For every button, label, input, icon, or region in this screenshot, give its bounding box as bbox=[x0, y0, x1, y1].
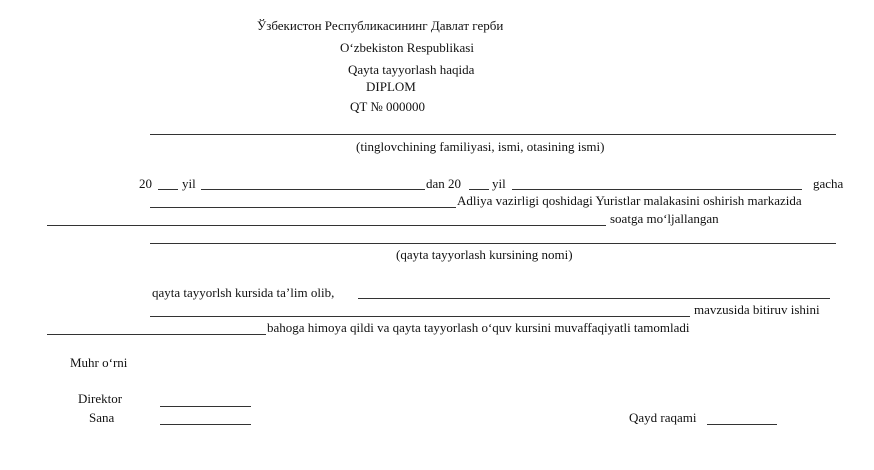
dan-text: dan 20 bbox=[426, 176, 462, 191]
end-year-blank bbox=[469, 189, 489, 190]
start-year-blank bbox=[158, 189, 178, 190]
thesis-text: mavzusida bitiruv ishini bbox=[694, 302, 820, 317]
thesis-blank bbox=[150, 316, 690, 317]
end-year-word: yil bbox=[492, 176, 506, 191]
diploma-number: QT № 000000 bbox=[350, 99, 425, 114]
start-date-blank bbox=[201, 189, 425, 190]
registration-label: Qayd raqami bbox=[629, 410, 697, 425]
start-year-prefix: 20 bbox=[139, 176, 152, 191]
gacha-text: gacha bbox=[813, 176, 844, 191]
start-year-word: yil bbox=[182, 176, 196, 191]
hours-blank bbox=[47, 225, 606, 226]
name-blank-line bbox=[150, 134, 836, 135]
study-blank bbox=[358, 298, 830, 299]
completion-text: bahoga himoya qildi va qayta tayyorlash o‘quv kursini muvaffaqiyatli tamomladi bbox=[267, 320, 690, 335]
institution-text: Adliya vazirligi qoshidagi Yuristlar malakasini oshirish markazida bbox=[457, 193, 802, 208]
republic-name: O‘zbekiston Respublikasi bbox=[340, 40, 474, 55]
stamp-place: Muhr o‘rni bbox=[70, 355, 128, 370]
name-caption: (tinglovchining familiyasi, ismi, otasining ismi) bbox=[356, 139, 605, 154]
director-signature-blank bbox=[160, 406, 251, 407]
study-text: qayta tayyorlsh kursida ta’lim olib, bbox=[152, 285, 335, 300]
diploma-about: Qayta tayyorlash haqida bbox=[348, 62, 475, 77]
coat-of-arms-text: Ўзбекистон Республикасининг Давлат герби bbox=[257, 18, 504, 33]
course-caption: (qayta tayyorlash kursining nomi) bbox=[396, 247, 573, 262]
director-label: Direktor bbox=[78, 391, 123, 406]
date-label: Sana bbox=[89, 410, 115, 425]
course-blank-line bbox=[150, 243, 836, 244]
hours-text: soatga mo‘ljallangan bbox=[610, 211, 719, 226]
end-date-blank bbox=[512, 189, 802, 190]
diploma-title: DIPLOM bbox=[366, 79, 416, 94]
date-blank bbox=[160, 424, 251, 425]
institution-blank bbox=[150, 207, 456, 208]
registration-blank bbox=[707, 424, 777, 425]
grade-blank bbox=[47, 334, 266, 335]
